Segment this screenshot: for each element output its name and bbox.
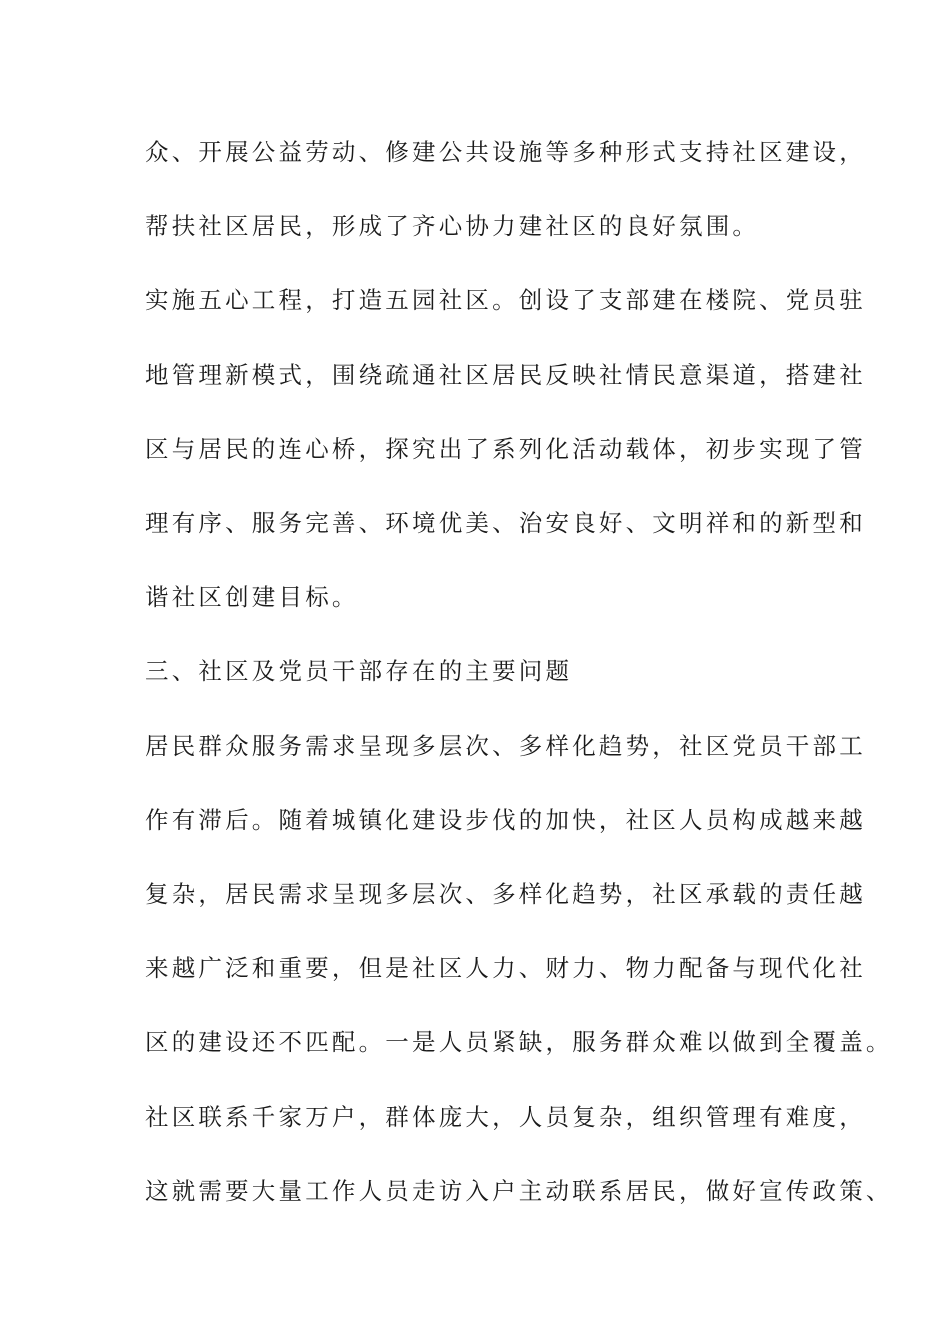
text-line: 来越广泛和重要，但是社区人力、财力、物力配备与现代化社 bbox=[145, 954, 866, 982]
text-line: 谐社区创建目标。 bbox=[145, 583, 359, 611]
text-line: 众、开展公益劳动、修建公共设施等多种形式支持社区建设， bbox=[145, 138, 866, 166]
text-line: 区的建设还不匹配。一是人员紧缺，服务群众难以做到全覆盖。 bbox=[145, 1028, 893, 1056]
section-heading: 三、社区及党员干部存在的主要问题 bbox=[145, 657, 573, 685]
text-line: 区与居民的连心桥，探究出了系列化活动载体，初步实现了管 bbox=[145, 435, 866, 463]
text-line: 居民群众服务需求呈现多层次、多样化趋势，社区党员干部工 bbox=[145, 732, 866, 760]
text-line: 这就需要大量工作人员走访入户主动联系居民，做好宣传政策、 bbox=[145, 1177, 893, 1205]
text-line: 理有序、服务完善、环境优美、治安良好、文明祥和的新型和 bbox=[145, 509, 866, 537]
text-line: 帮扶社区居民，形成了齐心协力建社区的良好氛围。 bbox=[145, 212, 760, 240]
text-line: 作有滞后。随着城镇化建设步伐的加快，社区人员构成越来越 bbox=[145, 806, 866, 834]
text-line: 实施五心工程，打造五园社区。创设了支部建在楼院、党员驻 bbox=[145, 286, 866, 314]
text-line: 社区联系千家万户，群体庞大，人员复杂，组织管理有难度， bbox=[145, 1103, 866, 1131]
text-line: 复杂，居民需求呈现多层次、多样化趋势，社区承载的责任越 bbox=[145, 880, 866, 908]
text-line: 地管理新模式，围绕疏通社区居民反映社情民意渠道，搭建社 bbox=[145, 361, 866, 389]
